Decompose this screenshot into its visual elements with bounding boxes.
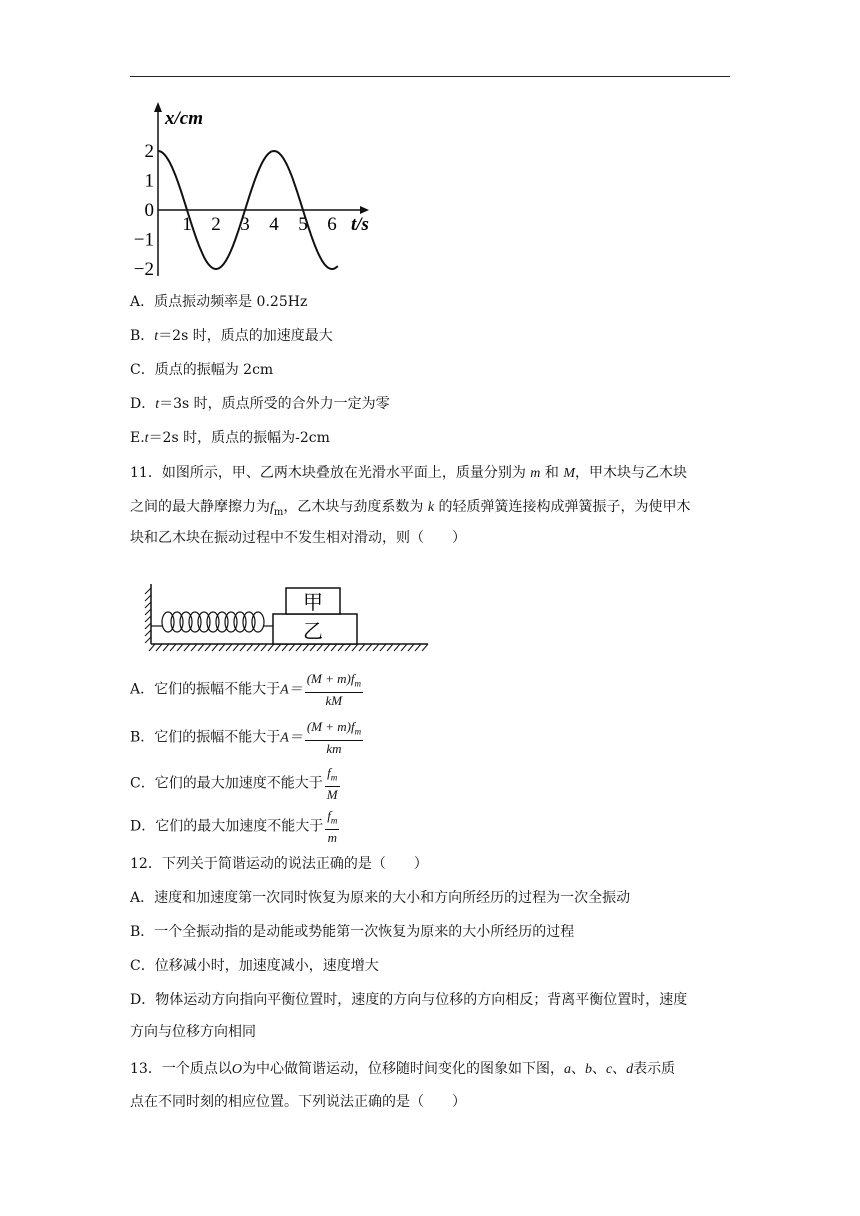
displacement-time-graph <box>125 98 385 278</box>
x-axis-label: t/s <box>351 214 369 235</box>
q12-option-c: C．位移减小时，加速度减小，速度增大 <box>130 958 379 974</box>
q13-stem-line1: 13．一个质点以O为中心做简谐运动，位移随时间变化的图象如下图，a、b、c、d表示质 <box>130 1061 676 1077</box>
q10-option-a: A．质点振动频率是 0.25Hz <box>130 294 308 310</box>
y-tick-label: 0 <box>144 200 154 221</box>
q11-option-b: B．它们的振幅不能大于A＝ $\frac{(M + m)f_m}{km}$ <box>130 719 362 756</box>
spring-block-diagram <box>143 582 443 654</box>
q10-option-b: B．t＝2s 时，质点的加速度最大 <box>130 328 333 344</box>
x-tick-label: 2 <box>211 214 221 235</box>
q11-stem-line2: 之间的最大静摩擦力为$f_m$，乙木块与劲度系数为 k 的轻质弹簧连接构成弹簧振子，为使甲木 <box>130 499 691 518</box>
q11-option-c: C．它们的最大加速度不能大于 $\frac{f_m}{M}$ <box>130 765 338 802</box>
q12-option-b: B．一个全振动指的是动能或势能第一次恢复为原来的大小所经历的过程 <box>130 924 575 940</box>
q10-option-e: E.t＝2s 时，质点的振幅为-2cm <box>130 430 330 446</box>
q11-option-d: D．它们的最大加速度不能大于 $\frac{f_m}{m}$ <box>130 808 338 845</box>
block-yi-label: 乙 <box>303 619 323 643</box>
y-tick-label: 2 <box>144 141 154 162</box>
y-axis-label: x/cm <box>165 108 203 129</box>
q10-option-d: D．t＝3s 时，质点所受的合外力一定为零 <box>130 396 390 412</box>
q11-option-a: A．它们的振幅不能大于A＝ $\frac{(M + m)f_m}{kM}$ <box>130 671 361 708</box>
header-rule <box>130 76 730 77</box>
q11-stem-line3: 块和乙木块在振动过程中不发生相对滑动，则（ ） <box>130 530 466 546</box>
q12-option-d-line1: D．物体运动方向指向平衡位置时，速度的方向与位移的方向相反；背离平衡位置时，速度 <box>130 992 688 1008</box>
y-tick-label: −1 <box>133 229 154 251</box>
q10-option-c: C．质点的振幅为 2cm <box>130 362 274 378</box>
x-tick-label: 5 <box>298 214 308 235</box>
y-tick-label: 1 <box>144 170 154 192</box>
q12-option-d-line2: 方向与位移方向相同 <box>130 1024 256 1040</box>
x-tick-label: 6 <box>327 214 337 235</box>
block-jia-label: 甲 <box>303 590 323 614</box>
x-tick-label: 1 <box>182 214 192 235</box>
q13-stem-line2: 点在不同时刻的相应位置。下列说法正确的是（ ） <box>130 1094 466 1110</box>
q12-option-a: A．速度和加速度第一次同时恢复为原来的大小和方向所经历的过程为一次全振动 <box>130 890 631 906</box>
x-tick-label: 3 <box>240 214 250 235</box>
q12-stem: 12．下列关于简谐运动的说法正确的是（ ） <box>130 856 428 872</box>
q11-stem-line1: 11．如图所示，甲、乙两木块叠放在光滑水平面上，质量分别为 m 和 M，甲木块与乙木块 <box>130 465 687 481</box>
y-tick-label: −2 <box>133 259 154 278</box>
x-tick-label: 4 <box>269 214 279 235</box>
